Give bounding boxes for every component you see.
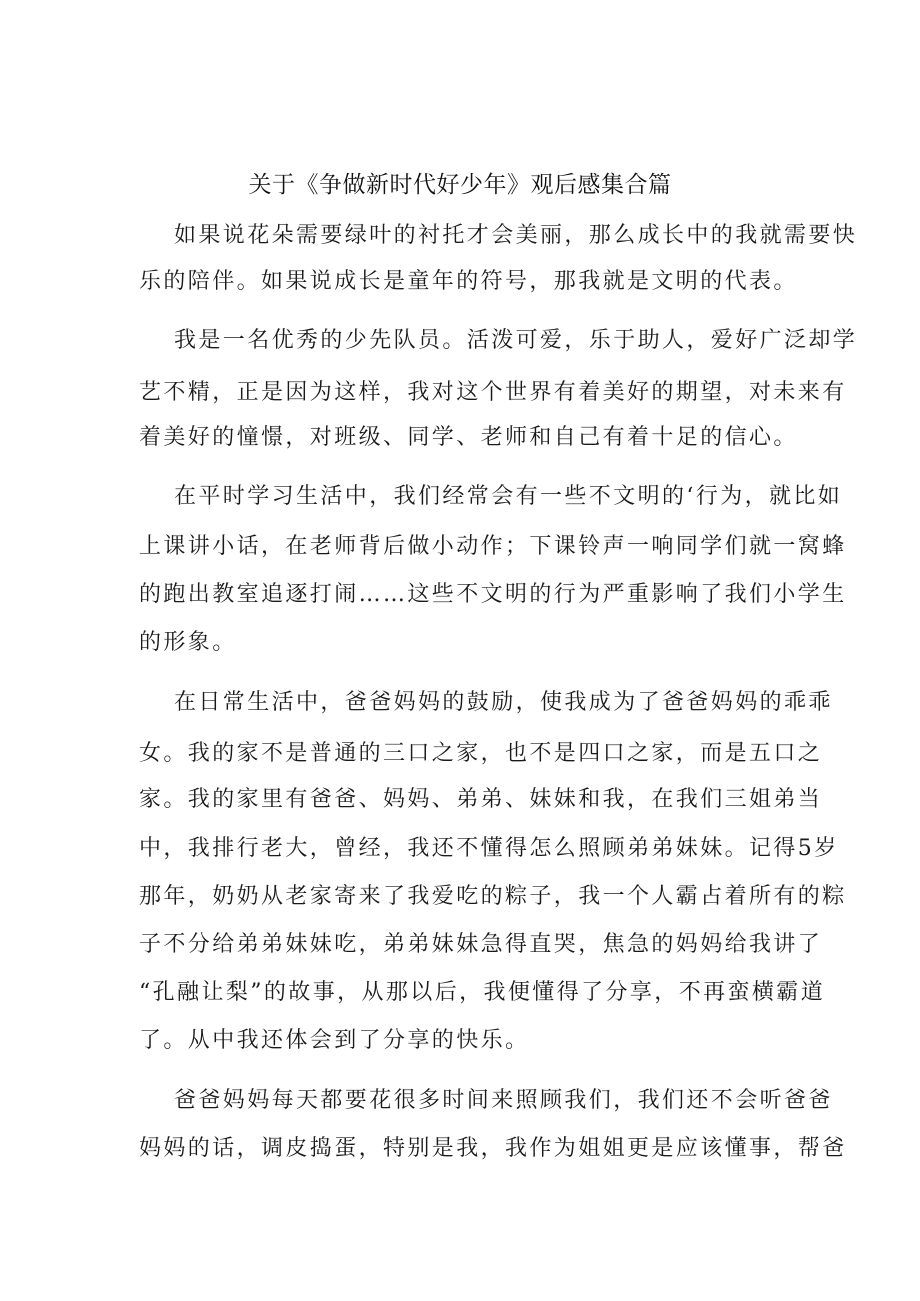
paragraph-3-line-2: 上课讲小话，在老师背后做小动作；下课铃声一响同学们就一窝蜂 [139, 534, 847, 559]
paragraph-2-line-3: 着美好的憧憬，对班级、同学、老师和自己有着十足的信心。 [139, 425, 798, 450]
paragraph-3-line-1: 在平时学习生活中，我们经常会有一些不文明的‘行为，就比如 [174, 484, 843, 509]
paragraph-4-line-8: 了。从中我还体会到了分享的快乐。 [139, 1028, 530, 1053]
paragraph-4-line-4: 中，我排行老大，曾经，我还不懂得怎么照顾弟弟妹妹。记得5岁 [139, 836, 839, 861]
paragraph-3-line-3: 的跑出教室追逐打闹……这些不文明的行为严重影响了我们小学生 [139, 582, 847, 607]
paragraph-4-line-2: 女。我的家不是普通的三口之家，也不是四口之家，而是五口之 [139, 741, 823, 766]
paragraph-4-line-1: 在日常生活中，爸爸妈妈的鼓励，使我成为了爸爸妈妈的乖乖 [174, 690, 833, 715]
paragraph-4-line-5: 那年，奶奶从老家寄来了我爱吃的粽子，我一个人霸占着所有的粽 [139, 884, 847, 909]
paragraph-4-line-3: 家。我的家里有爸爸、妈妈、弟弟、妹妹和我，在我们三姐弟当 [139, 787, 823, 812]
paragraph-5-line-1: 爸爸妈妈每天都要花很多时间来照顾我们，我们还不会听爸爸 [174, 1088, 833, 1113]
paragraph-4-line-7: “孔融让梨”的故事，从那以后，我便懂得了分享，不再蛮横霸道 [139, 980, 826, 1005]
document-title: 关于《争做新时代好少年》观后感集合篇 [248, 172, 672, 198]
paragraph-2-line-1: 我是一名优秀的少先队员。活泼可爱，乐于助人，爱好广泛却学 [174, 328, 858, 353]
paragraph-2-line-2: 艺不精，正是因为这样，我对这个世界有着美好的期望，对未来有 [139, 380, 847, 405]
paragraph-3-line-4: 的形象。 [139, 630, 237, 655]
paragraph-1-line-2: 乐的陪伴。如果说成长是童年的符号，那我就是文明的代表。 [139, 269, 798, 294]
paragraph-1-line-1: 如果说花朵需要绿叶的衬托才会美丽，那么成长中的我就需要快 [174, 223, 858, 248]
paragraph-5-line-2: 妈妈的话，调皮捣蛋，特别是我，我作为姐姐更是应该懂事，帮爸 [139, 1136, 847, 1161]
paragraph-4-line-6: 子不分给弟弟妹妹吃，弟弟妹妹急得直哭，焦急的妈妈给我讲了 [139, 932, 823, 957]
